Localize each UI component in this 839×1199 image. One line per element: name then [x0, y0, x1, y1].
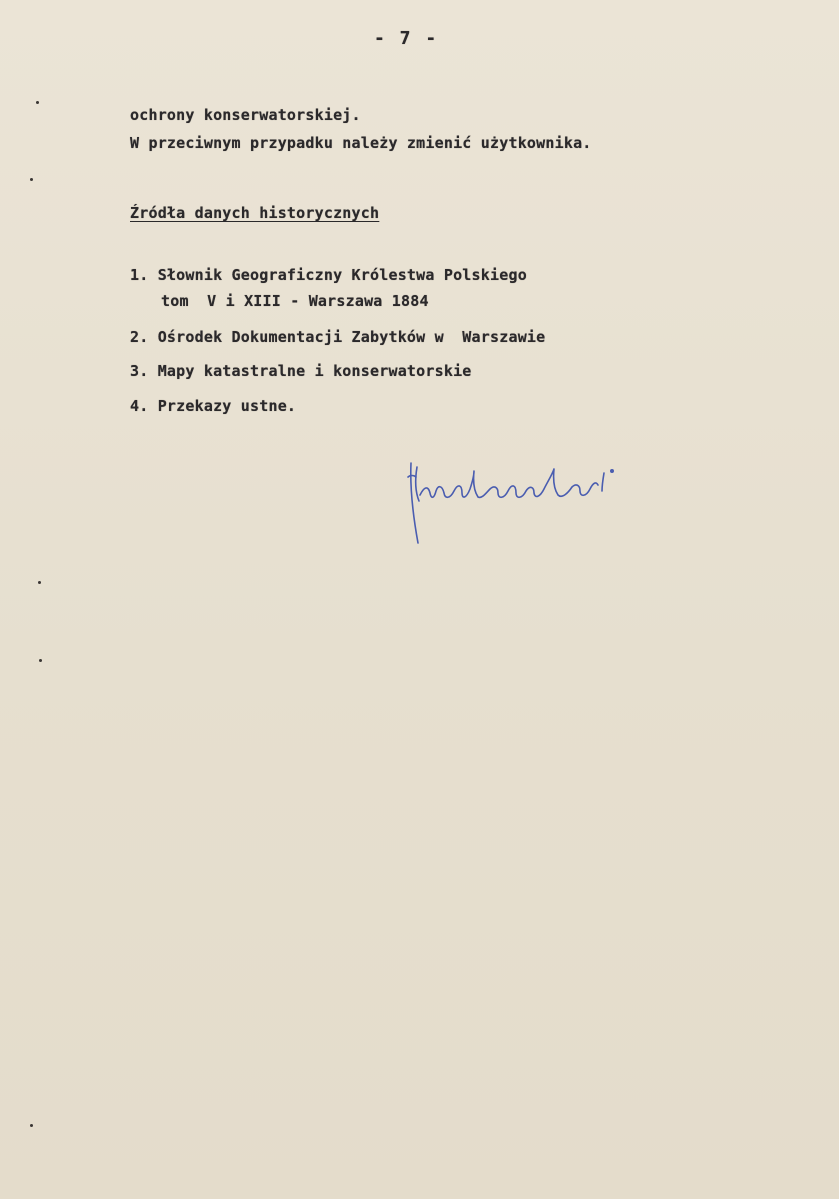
punch-mark	[39, 659, 42, 662]
punch-mark	[36, 101, 39, 104]
source-item-4: 4. Przekazy ustne.	[130, 397, 297, 415]
sources-heading: Źródła danych historycznych	[130, 204, 380, 222]
body-line-2: W przeciwnym przypadku należy zmienić użytkownika.	[130, 134, 592, 152]
source-item-1: 1. Słownik Geograficzny Królestwa Polskiego	[130, 266, 527, 284]
handwritten-signature	[398, 455, 628, 550]
source-item-1-continuation: tom V i XIII - Warszawa 1884	[161, 292, 429, 310]
source-item-3: 3. Mapy katastralne i konserwatorskie	[130, 362, 472, 380]
source-item-2: 2. Ośrodek Dokumentacji Zabytków w Warszawie	[130, 328, 546, 346]
body-line-1: ochrony konserwatorskiej.	[130, 106, 361, 124]
punch-mark	[30, 178, 33, 181]
page-number: - 7 -	[374, 28, 439, 49]
punch-mark	[30, 1124, 33, 1127]
punch-mark	[38, 581, 41, 584]
